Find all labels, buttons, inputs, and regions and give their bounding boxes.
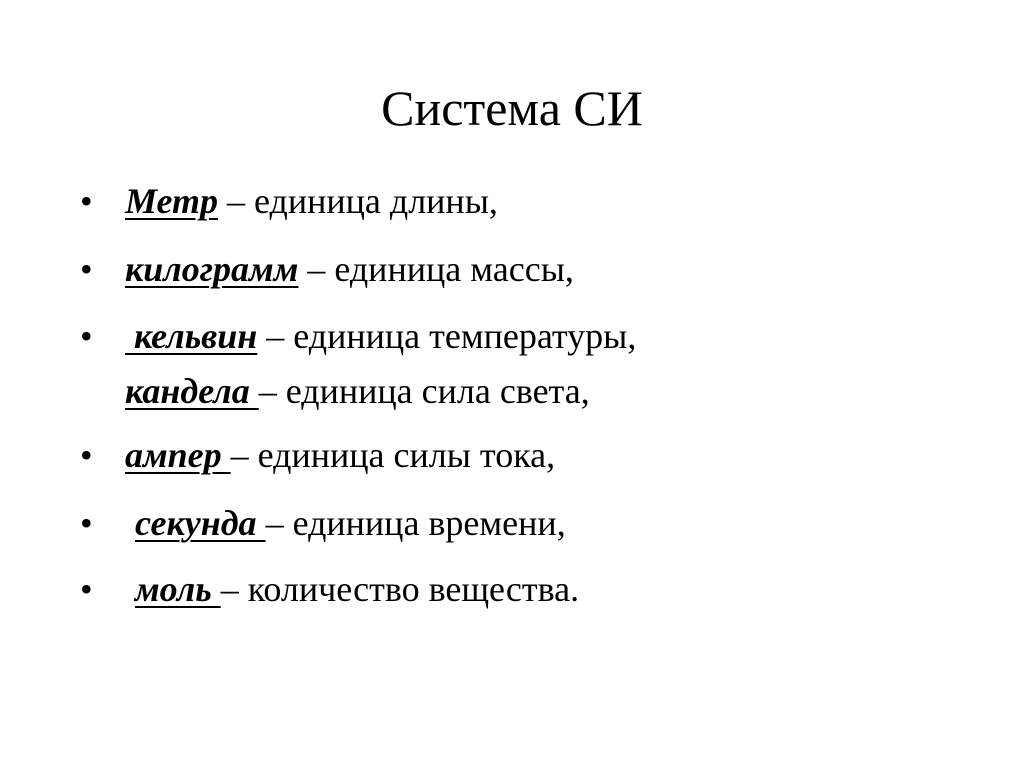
bullet-line-continuation: [125, 364, 590, 418]
bullet-line: [125, 174, 498, 228]
slide-title: Система СИ: [381, 80, 643, 136]
bullet-dot: •: [80, 181, 93, 221]
bullet-line: [125, 242, 574, 296]
desc-ampere: – единица силы тока,: [230, 435, 556, 475]
bullet-dot: •: [80, 569, 93, 609]
desc-second: – единица времени,: [265, 503, 566, 543]
term-kilogram: килограмм: [125, 249, 299, 289]
bullet-dot: •: [80, 435, 93, 475]
bullet-line: [125, 428, 555, 482]
bullet-dot: •: [80, 503, 93, 543]
term-ampere: ампер: [125, 435, 231, 475]
desc-kelvin: – единица температуры,: [257, 316, 637, 356]
term-second: секунда: [135, 503, 266, 543]
desc-meter: – единица длины,: [218, 181, 498, 221]
bullet-dot: •: [80, 249, 93, 289]
desc-mole: – количество вещества.: [220, 569, 580, 609]
desc-candela: – единица сила света,: [258, 371, 590, 411]
term-meter: Метр: [125, 181, 219, 221]
term-mole: моль: [135, 569, 221, 609]
term-kelvin: кельвин: [125, 316, 258, 356]
bullet-line: [135, 496, 566, 550]
bullet-line: [135, 562, 579, 616]
bullet-line: [125, 309, 636, 363]
term-candela: кандела: [125, 371, 259, 411]
desc-kilogram: – единица массы,: [298, 249, 574, 289]
bullet-dot: •: [80, 316, 93, 356]
